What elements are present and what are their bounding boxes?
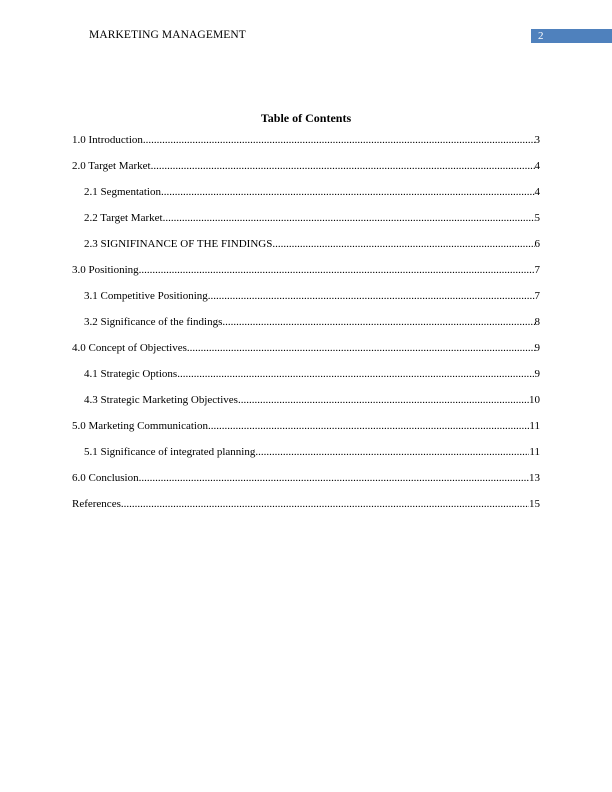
toc-entry-label: References	[72, 498, 121, 510]
toc-entry-significance-findings-caps[interactable]	[72, 237, 540, 263]
toc-entry-page: 4	[534, 160, 540, 172]
toc-entry-label: 5.0 Marketing Communication	[72, 420, 208, 432]
toc-leader	[208, 419, 529, 433]
running-head: MARKETING MANAGEMENT	[89, 29, 246, 41]
table-of-contents	[72, 133, 540, 523]
page-number-badge	[531, 29, 612, 43]
toc-entry-page: 5	[534, 212, 540, 224]
toc-entry-page: 7	[534, 264, 540, 276]
toc-entry-page: 6	[534, 238, 540, 250]
toc-entry-page: 9	[534, 342, 540, 354]
toc-entry-target-market-sub[interactable]	[72, 211, 540, 237]
toc-leader	[255, 445, 529, 459]
toc-entry-label: 2.0 Target Market	[72, 160, 151, 172]
toc-entry-page: 8	[534, 316, 540, 328]
toc-leader	[163, 211, 535, 225]
toc-leader	[272, 237, 534, 251]
toc-entry-label: 3.2 Significance of the findings	[84, 316, 223, 328]
toc-leader	[121, 497, 529, 511]
toc-leader	[187, 341, 535, 355]
toc-entry-page: 15	[529, 498, 540, 510]
toc-entry-label: 2.2 Target Market	[84, 212, 163, 224]
toc-entry-label: 3.1 Competitive Positioning	[84, 290, 208, 302]
toc-entry-marketing-communication[interactable]	[72, 419, 540, 445]
toc-leader	[238, 393, 529, 407]
toc-entry-label: 5.1 Significance of integrated planning	[84, 446, 256, 458]
toc-entry-integrated-planning[interactable]	[72, 445, 540, 471]
toc-entry-label: 2.1 Segmentation	[84, 186, 161, 198]
toc-leader	[139, 263, 535, 277]
toc-entry-competitive-positioning[interactable]	[72, 289, 540, 315]
toc-entry-introduction[interactable]	[72, 133, 540, 159]
toc-entry-strategic-options[interactable]	[72, 367, 540, 393]
page-number: 2	[538, 30, 544, 42]
toc-entry-target-market[interactable]	[72, 159, 540, 185]
toc-entry-page: 11	[529, 446, 540, 458]
toc-title: Table of Contents	[260, 111, 352, 125]
toc-leader	[161, 185, 535, 199]
toc-leader	[222, 315, 534, 329]
toc-leader	[177, 367, 534, 381]
toc-entry-page: 11	[529, 420, 540, 432]
toc-entry-label: 1.0 Introduction	[72, 134, 143, 146]
toc-leader	[139, 471, 529, 485]
toc-entry-label: 3.0 Positioning	[72, 264, 139, 276]
toc-entry-page: 13	[529, 472, 540, 484]
toc-entry-label: 4.0 Concept of Objectives	[72, 342, 187, 354]
toc-leader	[143, 133, 535, 147]
toc-entry-label: 4.3 Strategic Marketing Objectives	[84, 394, 238, 406]
toc-entry-significance-findings[interactable]	[72, 315, 540, 341]
toc-entry-concept-objectives[interactable]	[72, 341, 540, 367]
toc-entry-references[interactable]	[72, 497, 540, 523]
toc-entry-page: 10	[529, 394, 540, 406]
toc-entry-label: 6.0 Conclusion	[72, 472, 139, 484]
toc-entry-conclusion[interactable]	[72, 471, 540, 497]
toc-entry-label: 2.3 SIGNIFINANCE OF THE FINDINGS	[84, 238, 273, 250]
toc-entry-label: 4.1 Strategic Options	[84, 368, 178, 380]
toc-entry-page: 3	[534, 134, 540, 146]
toc-entry-segmentation[interactable]	[72, 185, 540, 211]
toc-entry-page: 9	[534, 368, 540, 380]
toc-entry-positioning[interactable]	[72, 263, 540, 289]
toc-entry-page: 4	[534, 186, 540, 198]
toc-entry-strategic-marketing-objectives[interactable]	[72, 393, 540, 419]
toc-leader	[151, 159, 535, 173]
toc-entry-page: 7	[534, 290, 540, 302]
toc-leader	[208, 289, 535, 303]
